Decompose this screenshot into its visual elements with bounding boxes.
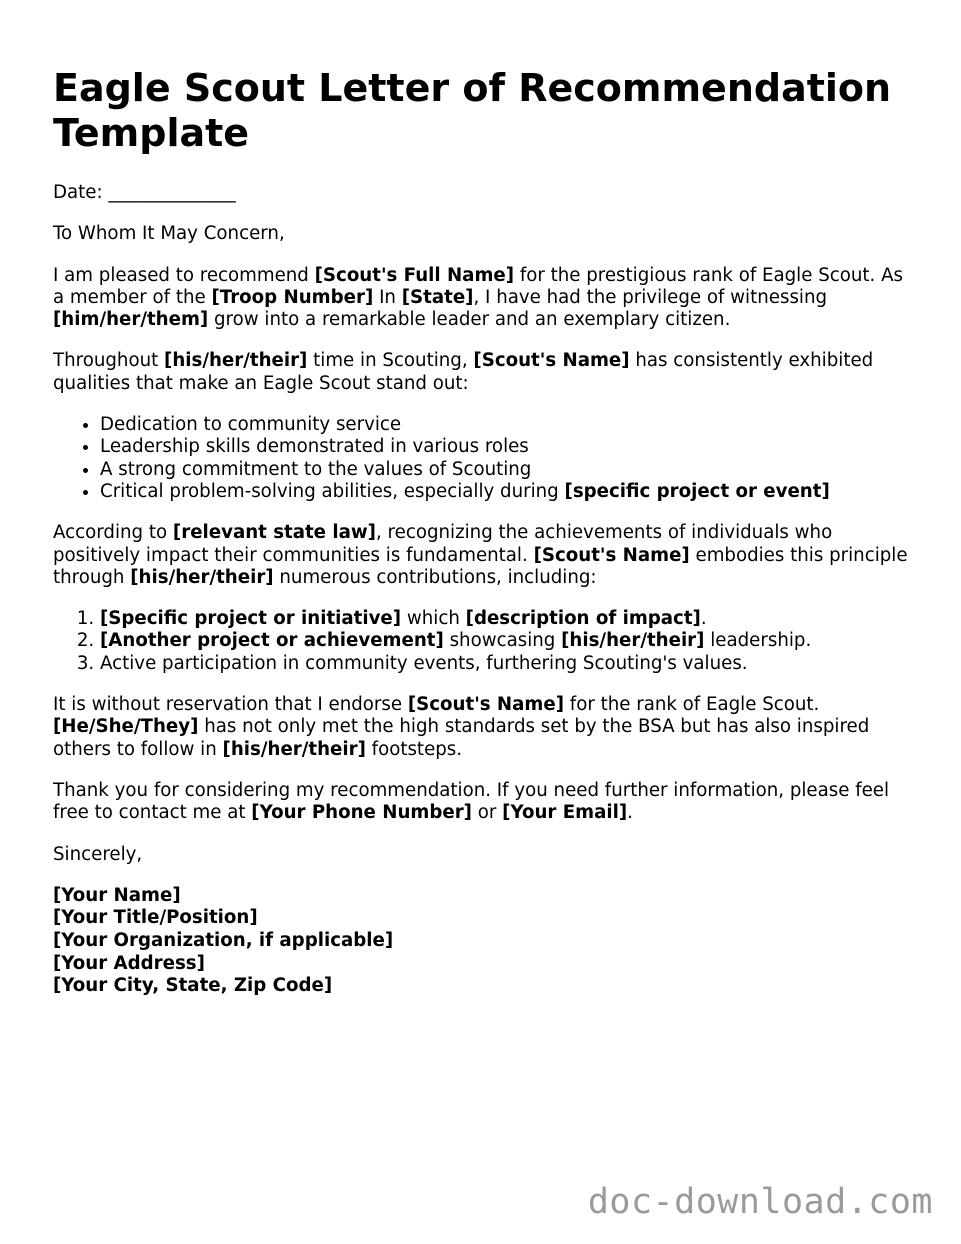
list-item: • Leadership skills demonstrated in various roles [100,436,913,458]
salutation: To Whom It May Concern, [53,223,285,245]
intro-paragraph [53,265,913,332]
text: Thank you for considering my recommendation. If you need further information, please feel free to contact me at [53,779,890,824]
qualities-paragraph [53,350,913,395]
endorsement-paragraph [53,694,913,761]
placeholder-scout-full-name: [Scout's Full Name] [314,264,515,286]
text: showcasing [443,630,562,652]
contributions-list [53,608,913,675]
text: or [471,802,503,824]
text: time in Scouting, [307,350,474,372]
text: I am pleased to recommend [53,264,315,286]
text: for the prestigious rank of Eagle Scout. As a member of the [53,264,904,308]
placeholder-project: [Specific project or initiative] [100,608,402,630]
signature-name: [Your Name] [53,884,181,906]
text: has not only met the high standards set by the BSA but has also inspired others to follow in [53,716,870,760]
placeholder-pronoun-subject: [He/She/They] [53,716,199,738]
text: It is without reservation that I endorse [53,694,408,716]
placeholder-scout-name: [Scout's Name] [407,694,565,716]
text: , I have had the privilege of witnessing [473,286,828,308]
text: In [373,286,402,308]
placeholder-scout-name: [Scout's Name] [533,544,690,566]
placeholder-pronoun: [his/her/their] [164,350,308,372]
list-item [100,608,913,630]
placeholder-pronoun: [his/her/their] [130,566,274,588]
text: which [401,608,466,630]
law-paragraph [53,522,913,589]
placeholder-specific-project: [specific project or event] [564,480,830,502]
list-item [100,630,913,652]
signature-city: [Your City, State, Zip Code] [53,975,333,997]
signature-organization: [Your Organization, if applicable] [53,930,394,952]
text: Throughout [53,350,165,372]
text: has consistently exhibited qualities that make an Eagle Scout stand out: [53,350,874,394]
letter-document [53,66,913,1017]
closing: Sincerely, [53,843,143,865]
qualities-list [53,414,913,503]
page-title: Eagle Scout Letter of Recommendation Template [53,66,892,155]
signature-title: [Your Title/Position] [53,907,258,929]
text: footsteps. [365,738,463,760]
placeholder-pronoun: [him/her/them] [53,309,209,331]
placeholder-state: [State] [401,286,474,308]
text: grow into a remarkable leader and an exemplary citizen. [208,309,731,331]
list-item: • Dedication to community service [100,414,913,436]
placeholder-email: [Your Email] [502,802,628,824]
signature-address: [Your Address] [53,952,205,974]
text: embodies this principle through [53,544,908,588]
placeholder-impact: [description of impact] [465,608,701,630]
text: for the rank of Eagle Scout. [564,694,820,716]
list-item: 3. Active participation in community events, furthering Scouting's values. [100,653,913,675]
text: Critical problem-solving abilities, especially during [100,480,565,502]
watermark: doc-download.com [587,1182,933,1222]
text: According to [53,522,173,544]
text: . [627,802,633,824]
placeholder-achievement: [Another project or achievement] [100,630,444,652]
placeholder-scout-name: [Scout's Name] [473,350,630,372]
placeholder-troop-number: [Troop Number] [211,286,374,308]
contact-paragraph [53,780,913,825]
text: numerous contributions, including: [273,566,597,588]
text: . [700,608,707,630]
placeholder-state-law: [relevant state law] [172,522,376,544]
signature-block [53,885,913,998]
list-item: • A strong commitment to the values of Scouting [100,459,913,481]
placeholder-pronoun: [his/her/their] [561,630,705,652]
list-item [100,481,913,503]
placeholder-phone: [Your Phone Number] [251,802,472,824]
text: leadership. [704,630,812,652]
date-line: Date: ______________ [53,182,236,203]
text: , recognizing the achievements of individuals who positively impact their communities is fundamental. [53,522,833,566]
placeholder-pronoun: [his/her/their] [222,738,366,760]
